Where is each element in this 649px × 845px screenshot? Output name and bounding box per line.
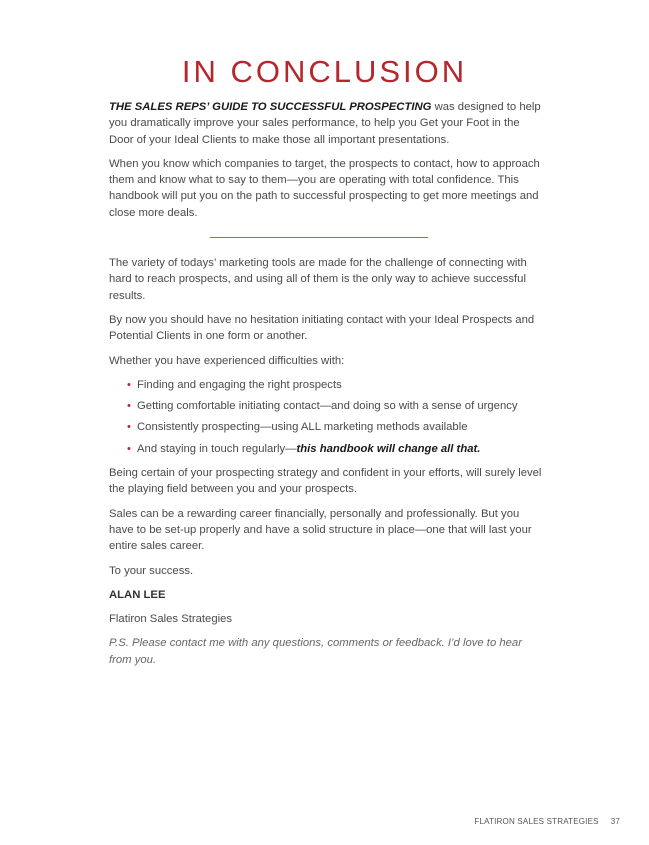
postscript: P.S. Please contact me with any questions, comments or feedback. I’d love to hear from you.	[109, 637, 522, 666]
closing-line: To your success.	[109, 564, 194, 577]
intro-text: was designed to help you dramatically improve your sales performance, to help you Get your Foot in the Door of your Ideal Clients to make those all important presentations.	[109, 101, 541, 146]
list-item: • Finding and engaging the right prospects	[109, 377, 543, 393]
difficulties-list	[109, 377, 543, 457]
handbook-emphasis: this handbook will change all that.	[296, 442, 481, 455]
bullet-icon: •	[127, 378, 131, 391]
list-item: • Getting comfortable initiating contact—and doing so with a sense of urgency	[109, 398, 543, 414]
page-title: IN CONCLUSION	[181, 53, 468, 89]
guide-title: THE SALES REPS’ GUIDE TO SUCCESSFUL PROSPECTING	[109, 101, 432, 113]
paragraph-confidence: When you know which companies to target, the prospects to contact, how to approach them and know what to say to them—you are operating with total confidence. This handbook will put you on the path to successful prospecting to get more meetings and close more deals.	[109, 157, 540, 219]
intro-paragraph	[109, 99, 543, 148]
paragraph-initiating-contact: By now you should have no hesitation initiating contact with your Ideal Prospects and Potential Clients in one form or another.	[109, 313, 535, 343]
bullet-icon: •	[127, 400, 131, 413]
footer-label: FLATIRON SALES STRATEGIES	[474, 817, 599, 826]
bullet-icon: •	[127, 442, 131, 455]
signature-name: ALAN LEE	[109, 588, 166, 601]
list-item: • Consistently prospecting—using ALL marketing methods available	[109, 419, 543, 435]
list-item: • And staying in touch regularly—this handbook will change all that.	[109, 441, 543, 457]
paragraph-marketing-tools: The variety of todays’ marketing tools are made for the challenge of connecting with hard to reach prospects, and using all of them is the only way to achieve successful results.	[109, 257, 527, 302]
bullet-icon: •	[127, 421, 131, 434]
page-number: 37	[610, 817, 620, 826]
signature-company: Flatiron Sales Strategies	[109, 613, 233, 626]
section-divider	[210, 237, 428, 238]
paragraph-strategy: Being certain of your prospecting strategy and confident in your efforts, will surely level the playing field between you and your prospects.	[109, 467, 542, 496]
page-footer	[474, 817, 620, 826]
body-content	[109, 99, 543, 676]
paragraph-difficulties-intro: Whether you have experienced difficulties with:	[109, 354, 345, 367]
paragraph-career: Sales can be a rewarding career financially, personally and professionally. But you have to be set-up properly and have a solid structure in place—one that will last your entire sales career.	[109, 507, 532, 553]
